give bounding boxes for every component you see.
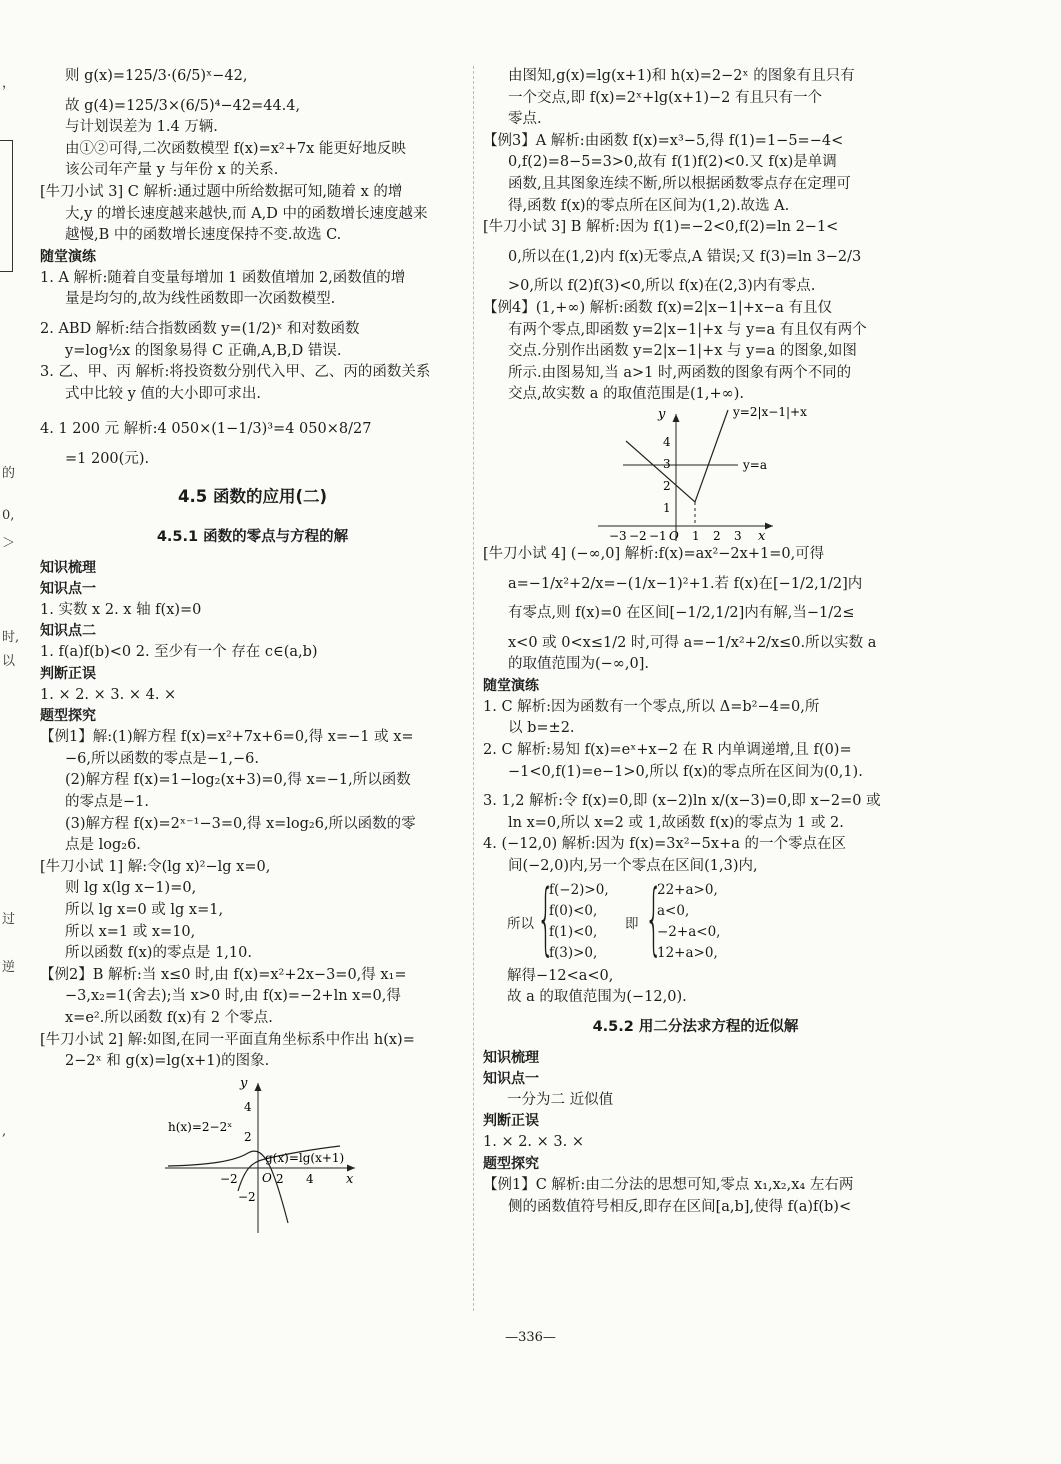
- text-line: 该公司年产量 y 与年份 x 的关系.: [65, 162, 279, 179]
- system-left-block: [549, 880, 609, 964]
- line-label: y=a: [743, 457, 767, 472]
- text-line: 有两个零点,即函数 y=2|x−1|+x 与 y=a 有且仅有两个: [508, 321, 867, 338]
- text-line: 侧的函数值符号相反,即存在区间[a,b],使得 f(a)f(b)<: [508, 1198, 852, 1215]
- margin-fragment: ＞: [2, 536, 16, 551]
- margin-fragment: 以: [2, 654, 16, 669]
- text-line: 0,所以在(1,2)内 f(x)无零点,A 错误;又 f(3)=ln 3−2/3: [508, 248, 862, 265]
- text-line: x<0 或 0<x≤1/2 时,可得 a=−1/x²+2/x≤0.所以实数 a: [508, 634, 877, 651]
- text-line: 所示.由图易知,当 a>1 时,两函数的图象有两个不同的: [508, 364, 852, 381]
- section-title: 4.5 函数的应用(二): [177, 486, 328, 506]
- tick-label: 2: [663, 478, 671, 493]
- text-line: 由①②可得,二次函数模型 f(x)=x²+7x 能更好地反映: [65, 140, 406, 157]
- heading-point2: 知识点二: [40, 623, 96, 640]
- text-line: 一分为二 近似值: [507, 1091, 614, 1108]
- curve-label: y=2|x−1|+x: [733, 405, 807, 419]
- text-line: [牛刀小试 3] B 解析:因为 f(1)=−2<0,f(2)=ln 2−1<: [483, 219, 839, 236]
- text-line: 【例2】B 解析:当 x≤0 时,由 f(x)=x²+2x−3=0,得 x₁=: [40, 966, 407, 983]
- text-line: >0,所以 f(2)f(3)<0,所以 f(x)在(2,3)内有零点.: [508, 278, 816, 295]
- text-line: 所以 x=1 或 x=10,: [65, 923, 196, 940]
- text-line: 零点.: [508, 111, 542, 128]
- g-label: g(x)=lg(x+1): [265, 1150, 345, 1165]
- text-line: (3)解方程 f(x)=2ˣ⁻¹−3=0,得 x=log₂6,所以函数的零: [65, 815, 416, 832]
- text-line: 由图知,g(x)=lg(x+1)和 h(x)=2−2ˣ 的图象有且只有: [508, 68, 855, 84]
- text-line: 3. 乙、甲、丙 解析:将投资数分别代入甲、乙、丙的函数关系: [40, 364, 431, 381]
- heading-judge: 判断正误: [40, 665, 96, 682]
- system-prefix: 所以: [507, 915, 534, 932]
- text-line: a=−1/x²+2/x=−(1/x−1)²+1.若 f(x)在[−1/2,1/2]内: [508, 575, 863, 592]
- text-line: 故 g(4)=125/3×(6/5)⁴−42=44.4,: [65, 97, 301, 114]
- tick-label: 4: [663, 434, 671, 449]
- text-line: 1. × 2. × 3. ×: [483, 1134, 584, 1151]
- column-divider: [473, 66, 474, 1311]
- text-line: 得,函数 f(x)的零点所在区间为(1,2).故选 A.: [508, 197, 790, 214]
- heading-judge: 判断正误: [483, 1113, 539, 1130]
- text-line: 【例1】解:(1)解方程 f(x)=x²+7x+6=0,得 x=−1 或 x=: [40, 729, 414, 746]
- tick-label: −1: [649, 528, 667, 543]
- text-line: 1. A 解析:随着自变量每增加 1 函数值增加 2,函数值的增: [40, 269, 406, 286]
- tick-label: 3: [734, 528, 742, 543]
- text-line: 大,y 的增长速度越来越快,而 A,D 中的函数增长速度越来: [65, 205, 428, 222]
- heading-knowledge: 知识梳理: [483, 1049, 539, 1066]
- page-number: —336—: [505, 1330, 556, 1345]
- text-line: 交点,故实数 a 的取值范围是(1,+∞).: [508, 386, 744, 403]
- y-axis-arrow: [673, 414, 680, 422]
- heading-explore: 题型探究: [40, 708, 96, 725]
- text-line: −3,x₂=1(舍去);当 x>0 时,由 f(x)=−2+ln x=0,得: [65, 988, 401, 1005]
- left-column: [40, 66, 465, 1233]
- margin-fragment: 过: [2, 912, 16, 927]
- margin-fragment: 逆: [2, 960, 16, 975]
- text-line: 1. f(a)f(b)<0 2. 至少有一个 存在 c∈(a,b): [40, 644, 318, 661]
- text-line: 所以函数 f(x)的零点是 1,10.: [65, 945, 252, 962]
- text-line: 有零点,则 f(x)=0 在区间[−1/2,1/2]内有解,当−1/2≤: [508, 605, 855, 622]
- text-line: [牛刀小试 1] 解:令(lg x)²−lg x=0,: [40, 858, 271, 875]
- heading-point1: 知识点一: [483, 1070, 539, 1087]
- tick-label: −3: [609, 528, 627, 543]
- text-line: ln x=0,所以 x=2 或 1,故函数 f(x)的零点为 1 或 2.: [508, 814, 844, 831]
- left-brace: {: [537, 873, 555, 964]
- tick-label: −2: [629, 528, 647, 543]
- text-line: 一个交点,即 f(x)=2ˣ+lg(x+1)−2 有且只有一个: [508, 89, 823, 106]
- heading-knowledge: 知识梳理: [40, 559, 96, 576]
- tick-label: −2: [238, 1189, 256, 1204]
- text-line: [牛刀小试 2] 解:如图,在同一平面直角坐标系中作出 h(x)=: [40, 1031, 415, 1048]
- system-row: f(1)<0,: [549, 923, 598, 940]
- text-line: (2)解方程 f(x)=1−log₂(x+3)=0,得 x=−1,所以函数: [65, 772, 411, 789]
- text-line: 式中比较 y 值的大小即可求出.: [65, 385, 262, 402]
- text-line: 4. (−12,0) 解析:因为 f(x)=3x²−5x+a 的一个零点在区: [483, 836, 846, 853]
- text-line: 则 lg x(lg x−1)=0,: [65, 880, 197, 897]
- y-label: y: [658, 406, 666, 422]
- origin-label: O: [262, 1170, 272, 1185]
- text-line: 函数,且其图象连续不断,所以根据函数零点存在定理可: [508, 175, 851, 192]
- system-row: −2+a<0,: [657, 923, 721, 940]
- text-line: [牛刀小试 3] C 解析:通过题中所给数据可知,随着 x 的增: [40, 183, 403, 200]
- margin-bracket: [0, 140, 13, 272]
- x-axis-arrow: [347, 1164, 355, 1171]
- x-label: x: [758, 528, 766, 544]
- text-line: 2−2ˣ 和 g(x)=lg(x+1)的图象.: [65, 1053, 270, 1070]
- text-line: 以 b=±2.: [508, 720, 575, 737]
- text-line: 解得−12<a<0,: [507, 967, 614, 984]
- text-line: 2. C 解析:易知 f(x)=eˣ+x−2 在 R 内单调递增,且 f(0)=: [483, 742, 852, 759]
- text-line: 点是 log₂6.: [65, 837, 141, 854]
- text-line: 所以 lg x=0 或 lg x=1,: [65, 902, 224, 919]
- tick-label: 2: [276, 1171, 284, 1186]
- text-line: 1. 实数 x 2. x 轴 f(x)=0: [40, 601, 202, 618]
- heading-practice: 随堂演练: [483, 677, 539, 694]
- text-line: 1. C 解析:因为函数有一个零点,所以 Δ=b²−4=0,所: [483, 698, 820, 715]
- origin-label: O: [669, 528, 679, 543]
- text-line: 间(−2,0)内,另一个零点在区间(1,3)内,: [508, 858, 758, 875]
- x-label: x: [346, 1171, 354, 1187]
- tick-label: 2: [244, 1129, 252, 1144]
- text-line: 交点.分别作出函数 y=2|x−1|+x 与 y=a 的图象,如图: [508, 343, 857, 360]
- system-right-block: [657, 880, 720, 964]
- text-line: [牛刀小试 4] (−∞,0] 解析:f(x)=ax²−2x+1=0,可得: [483, 545, 825, 562]
- text-line: =1 200(元).: [65, 450, 150, 467]
- margin-fragment: ，: [2, 76, 16, 91]
- system-row: a<0,: [657, 902, 690, 919]
- text-line: 与计划误差为 1.4 万辆.: [65, 119, 218, 136]
- system-row: f(−2)>0,: [549, 881, 609, 898]
- text-line: 量是均匀的,故为线性函数即一次函数模型.: [65, 291, 336, 308]
- text-line: 【例4】(1,+∞) 解析:函数 f(x)=2|x−1|+x−a 有且仅: [483, 299, 832, 316]
- text-line: 3. 1,2 解析:令 f(x)=0,即 (x−2)ln x/(x−3)=0,即 x−2=0 或: [483, 793, 881, 810]
- tick-label: 2: [713, 528, 721, 543]
- h-label: h(x)=2−2ˣ: [168, 1119, 233, 1134]
- abs-curve: [626, 410, 728, 502]
- text-line: −6,所以函数的零点是−1,−6.: [65, 750, 259, 767]
- tick-label: 3: [663, 456, 671, 471]
- text-line: 1. × 2. × 3. × 4. ×: [40, 686, 177, 703]
- heading-practice: 随堂演练: [40, 248, 96, 265]
- text-line: −1<0,f(1)=e−1>0,所以 f(x)的零点所在区间为(0,1).: [508, 763, 863, 780]
- tick-label: 4: [306, 1171, 314, 1186]
- graph-abs: [483, 406, 908, 544]
- margin-fragment: 0,: [2, 508, 15, 523]
- text-line: 0,f(2)=8−5=3>0,故有 f(1)f(2)<0.又 f(x)是单调: [508, 154, 837, 171]
- margin-fragment: 时,: [2, 630, 20, 645]
- text-line: 2. ABD 解析:结合指数函数 y=(1/2)ˣ 和对数函数: [40, 320, 360, 337]
- y-label: y: [240, 1075, 248, 1091]
- heading-explore: 题型探究: [483, 1156, 539, 1172]
- tick-label: 4: [244, 1099, 252, 1114]
- system-row: 22+a>0,: [657, 881, 718, 898]
- text-line: y=log½x 的图象易得 C 正确,A,B,D 错误.: [65, 342, 342, 359]
- text-line: 越慢,B 中的函数增长速度保持不变.故选 C.: [65, 227, 342, 244]
- right-brace: {: [645, 873, 663, 964]
- right-column: [483, 66, 908, 1218]
- text-line: 的取值范围为(−∞,0].: [508, 656, 649, 673]
- graph-h-g: [40, 1073, 465, 1233]
- text-line: x=e².所以函数 f(x)有 2 个零点.: [65, 1010, 273, 1026]
- x-axis-arrow: [765, 522, 773, 529]
- system-mid: 即: [625, 915, 639, 932]
- text-line: 【例1】C 解析:由二分法的思想可知,零点 x₁,x₂,x₄ 左右两: [483, 1177, 854, 1193]
- margin-fragment: ,: [2, 1124, 7, 1139]
- inequality-system: [507, 873, 908, 966]
- y-axis-arrow: [255, 1083, 262, 1091]
- subsection-title: 4.5.1 函数的零点与方程的解: [156, 528, 349, 545]
- tick-label: 1: [692, 528, 700, 543]
- text-line: 的零点是−1.: [65, 794, 149, 811]
- heading-point1: 知识点一: [40, 580, 96, 597]
- text-line: 则 g(x)=125/3·(6/5)ˣ−42,: [65, 68, 248, 84]
- text-line: 【例3】A 解析:由函数 f(x)=x³−5,得 f(1)=1−5=−4<: [483, 132, 844, 149]
- tick-label: 1: [663, 500, 671, 515]
- text-line: 4. 1 200 元 解析:4 050×(1−1/3)³=4 050×8/27: [40, 421, 372, 438]
- margin-fragment: 的: [2, 466, 16, 481]
- subsection-title: 4.5.2 用二分法求方程的近似解: [592, 1018, 799, 1035]
- tick-label: −2: [220, 1171, 238, 1186]
- system-row: f(0)<0,: [549, 902, 598, 919]
- system-row: 12+a>0,: [657, 944, 718, 961]
- system-row: f(3)>0,: [549, 944, 598, 961]
- text-line: 故 a 的取值范围为(−12,0).: [507, 989, 687, 1006]
